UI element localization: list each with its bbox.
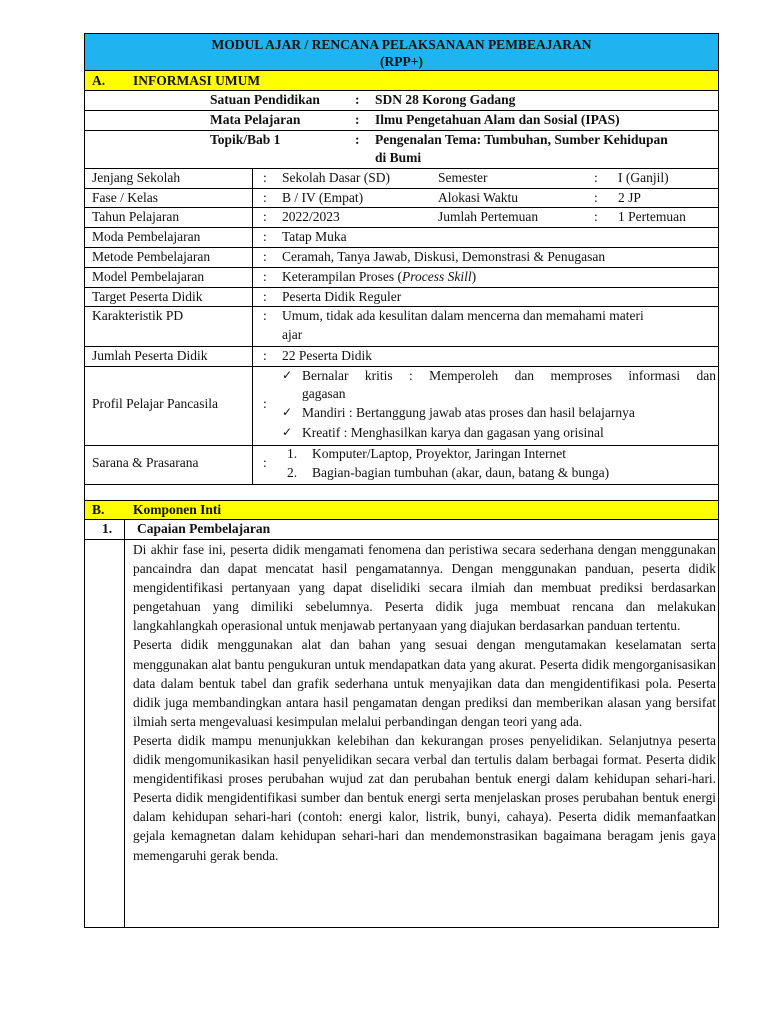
tahun-sep: : [263, 209, 267, 224]
tahun-row [84, 208, 719, 228]
check-icon: ✓ [282, 425, 293, 439]
sarana-row [84, 446, 719, 485]
check-icon: ✓ [282, 368, 293, 382]
sarana-item-2: Bagian-bagian tumbuhan (akar, daun, batang & bunga) [312, 465, 610, 480]
model-row [84, 268, 719, 288]
fase-value: B / IV (Empat) [282, 190, 364, 205]
profil-row [84, 367, 719, 446]
capaian-paragraph-2: Peserta didik menggunakan alat dan bahan yang sesuai dengan mengutamakan keselamatan serta menggunakan alat bantu pengukuran untuk mendapatkan data yang akurat. Peserta didik mengorganisasikan data dalam bentuk tabel dan grafik sederhana untuk menyajikan data dan mengidentifikasi pola. Peserta didik juga membandingkan antara hasil pengamatan dengan prediksi dan memberikan alasan yang bersifat ilmiah serta mengevaluasi kesimpulan melalui perbandingan dengan teori yang ada. [133, 637, 716, 729]
capaian-content-row [84, 540, 719, 928]
document-title [84, 33, 719, 71]
semester-label: Semester [438, 170, 488, 185]
check-icon: ✓ [282, 405, 293, 419]
metode-sep: : [263, 249, 267, 264]
sarana-item-1: Komputer/Laptop, Proyektor, Jaringan Internet [312, 446, 567, 461]
metode-label: Metode Pembelajaran [92, 249, 211, 264]
tahun-label: Tahun Pelajaran [92, 209, 180, 224]
satuan-pendidikan-row [84, 91, 719, 111]
satuan-label: Satuan Pendidikan [210, 92, 320, 107]
mapel-sep: : [355, 112, 360, 127]
target-sep: : [263, 289, 267, 304]
sarana-item-2-num: 2. [287, 465, 298, 480]
target-row [84, 288, 719, 307]
info-table [84, 169, 719, 485]
pertemuan-label: Jumlah Pertemuan [438, 209, 539, 224]
moda-row [84, 228, 719, 248]
jumlah-sep: : [263, 348, 267, 363]
model-sep: : [263, 269, 267, 284]
jenjang-label: Jenjang Sekolah [92, 170, 181, 185]
fase-label: Fase / Kelas [92, 190, 158, 205]
semester-value: I (Ganjil) [618, 170, 669, 185]
capaian-num: 1. [102, 521, 113, 536]
alokasi-value: 2 JP [618, 190, 641, 205]
profil-item-2: Mandiri : Bertanggung jawab atas proses dan hasil belajarnya [302, 405, 635, 420]
pertemuan-value: 1 Pertemuan [618, 209, 686, 224]
model-value: Keterampilan Proses (Process Skill) [282, 269, 477, 284]
topik-value-line-1: Pengenalan Tema: Tumbuhan, Sumber Kehidupan [375, 132, 668, 147]
jumlah-label: Jumlah Peserta Didik [92, 348, 208, 363]
alokasi-sep: : [594, 190, 598, 205]
karakteristik-value-line-2: ajar [282, 327, 303, 342]
section-a-label: INFORMASI UMUM [133, 73, 261, 88]
karakteristik-row [84, 307, 719, 347]
target-label: Target Peserta Didik [92, 289, 203, 304]
karakteristik-label: Karakteristik PD [92, 308, 184, 323]
capaian-label: Capaian Pembelajaran [137, 521, 271, 536]
semester-sep: : [594, 170, 598, 185]
karakteristik-sep: : [263, 308, 267, 323]
metode-value: Ceramah, Tanya Jawab, Diskusi, Demonstrasi & Penugasan [282, 249, 606, 264]
profil-item-3: Kreatif : Menghasilkan karya dan gagasan yang orisinal [302, 425, 604, 440]
jenjang-row [84, 169, 719, 189]
capaian-header-row [84, 520, 719, 540]
section-a-header [84, 71, 719, 91]
moda-value: Tatap Muka [282, 229, 347, 244]
profil-item-1-line-2: gagasan [302, 386, 346, 401]
mata-pelajaran-row [84, 111, 719, 131]
jenjang-sep: : [263, 170, 267, 185]
mapel-value: Ilmu Pengetahuan Alam dan Sosial (IPAS) [375, 112, 620, 127]
jumlah-value: 22 Peserta Didik [282, 348, 372, 363]
profil-sep: : [263, 396, 267, 411]
jumlah-row [84, 347, 719, 367]
profil-label: Profil Pelajar Pancasila [92, 396, 218, 411]
karakteristik-value-line-1: Umum, tidak ada kesulitan dalam mencerna dan memahami materi [282, 308, 644, 323]
jenjang-value: Sekolah Dasar (SD) [282, 170, 390, 185]
rpp-document [84, 33, 719, 928]
moda-sep: : [263, 229, 267, 244]
moda-label: Moda Pembelajaran [92, 229, 201, 244]
pertemuan-sep: : [594, 209, 598, 224]
section-b-header [84, 501, 719, 520]
metode-row [84, 248, 719, 268]
section-b-label: Komponen Inti [133, 502, 222, 517]
spacer-row [84, 485, 719, 501]
sarana-item-1-num: 1. [287, 446, 298, 461]
topik-row [84, 131, 719, 169]
topik-sep: : [355, 132, 360, 147]
title-line-1: MODUL AJAR / RENCANA PELAKSANAAN PEMBEAJARAN [211, 37, 592, 52]
capaian-text [133, 540, 716, 865]
mapel-label: Mata Pelajaran [210, 112, 301, 127]
section-a-letter: A. [92, 73, 106, 88]
profil-item-1-line-1: Bernalar kritis : Memperoleh dan memproses informasi dan [302, 368, 716, 383]
alokasi-label: Alokasi Waktu [438, 190, 519, 205]
sarana-label: Sarana & Prasarana [92, 455, 199, 470]
target-value: Peserta Didik Reguler [282, 289, 402, 304]
topik-label: Topik/Bab 1 [210, 132, 281, 147]
section-b-letter: B. [92, 502, 105, 517]
title-line-2: (RPP+) [380, 54, 423, 69]
capaian-paragraph-1: Di akhir fase ini, peserta didik mengamati fenomena dan peristiwa secara sederhana dengan menggunakan pancaindra dan dapat mencatat hasil pengamatannya. Dengan menggunakan panduan, peserta didik mengidentifikasi pertanyaan yang dapat diselidiki secara ilmiah dan membuat prediksi berdasarkan pengetahuan yang dimiliki sebelumnya. Peserta didik juga membuat rencana dan melakukan langkahlangkah operasional untuk menjawab pertanyaan yang diajukan berdasarkan panduan tertentu. [133, 542, 716, 634]
fase-sep: : [263, 190, 267, 205]
model-label: Model Pembelajaran [92, 269, 205, 284]
fase-row [84, 189, 719, 208]
topik-value-line-2: di Bumi [375, 150, 422, 165]
tahun-value: 2022/2023 [282, 209, 340, 224]
satuan-sep: : [355, 92, 360, 107]
capaian-paragraph-3: Peserta didik mampu menunjukkan kelebihan dan kekurangan proses penyelidikan. Selanjutnya peserta didik mengomunikasikan hasil penyelidikan secara verbal dan tertulis dalam berbagai format. Peserta didik mengidentifikasi proses perubahan wujud zat dan perubahan bentuk energi dalam kehidupan sehari-hari. Peserta didik mengidentifikasi sumber dan bentuk energi serta menjelaskan proses perubahan bentuk energi dalam kehidupan sehari-hari (contoh: energi kalor, listrik, bunyi, cahaya). Peserta didik memanfaatkan gejala kemagnetan dalam kehidupan sehari-hari dan mendemonstrasikan bagaimana beragam jenis gaya memengaruhi gerak benda. [133, 732, 716, 863]
sarana-sep: : [263, 455, 267, 470]
satuan-value: SDN 28 Korong Gadang [375, 92, 516, 107]
